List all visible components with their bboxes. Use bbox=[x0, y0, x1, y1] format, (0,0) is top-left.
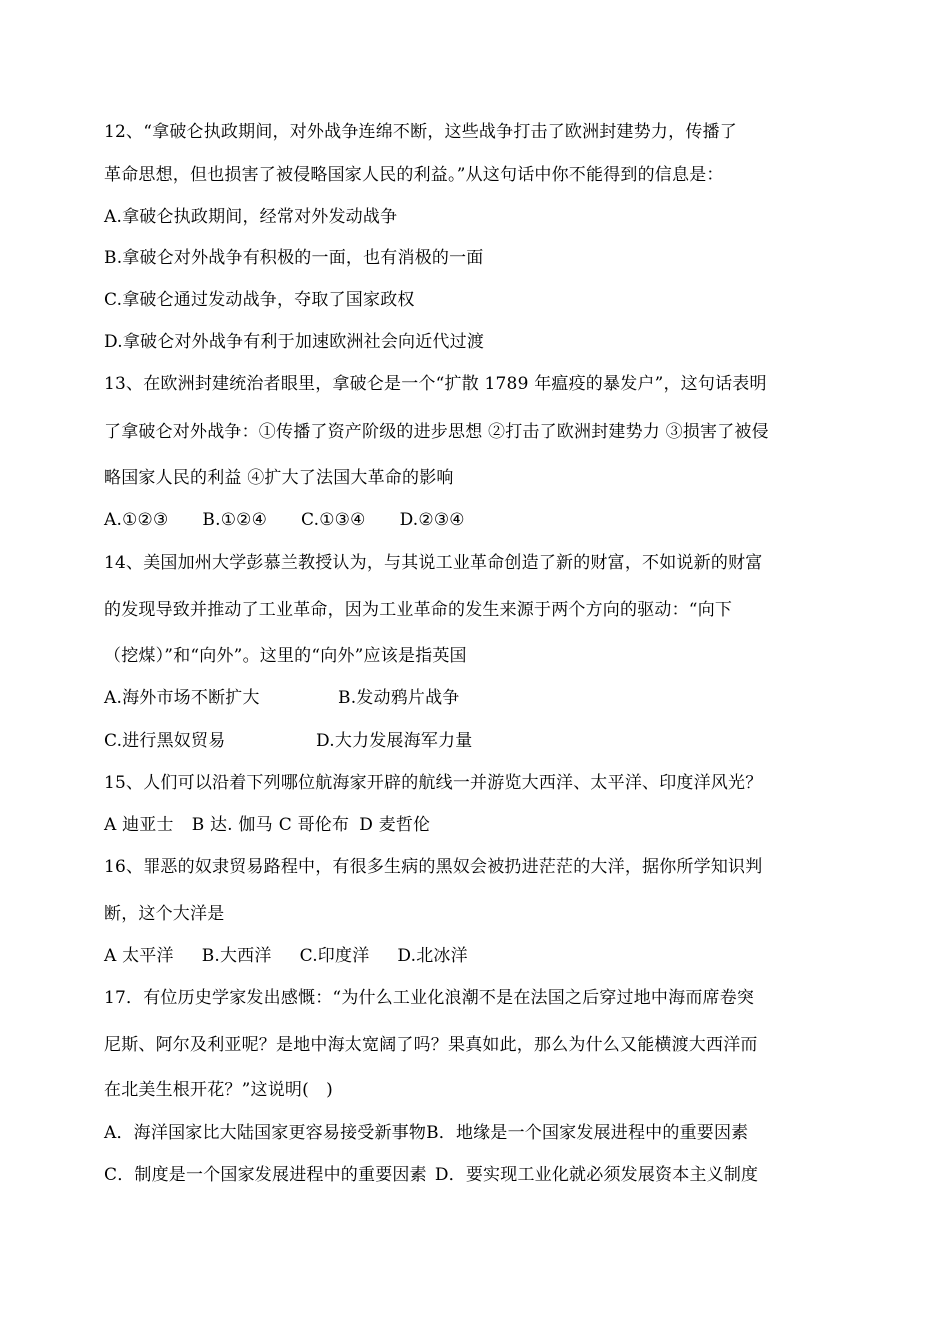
q14-stem-line-2: 的发现导致并推动了工业革命，因为工业革命的发生来源于两个方向的驱动：“向下 bbox=[104, 600, 733, 620]
q14-option-a: A.海外市场不断扩大 bbox=[104, 688, 260, 708]
q13-option-d: D.②③④ bbox=[399, 510, 465, 530]
q16-options bbox=[104, 944, 468, 968]
q14-options-row-2 bbox=[104, 729, 473, 753]
q15-stem-line-1: 15、人们可以沿着下列哪位航海家开辟的航线一并游览大西洋、太平洋、印度洋风光？ bbox=[104, 773, 763, 793]
q16-stem-line-2: 断，这个大洋是 bbox=[104, 904, 225, 924]
q15-options bbox=[104, 813, 430, 837]
q16-stem-line-1: 16、罪恶的奴隶贸易路程中，有很多生病的黑奴会被扔进茫茫的大洋，据你所学知识判 bbox=[104, 857, 763, 877]
q17-option-d: D．要实现工业化就必须发展资本主义制度 bbox=[434, 1165, 759, 1185]
q15-option-b: B 达. 伽马 bbox=[191, 815, 273, 835]
q14-stem-line-1: 14、美国加州大学彭慕兰教授认为，与其说工业革命创造了新的财富，不如说新的财富 bbox=[104, 553, 763, 573]
q15-option-d: D 麦哲伦 bbox=[359, 815, 431, 835]
q12-option-d: D.拿破仑对外战争有利于加速欧洲社会向近代过渡 bbox=[104, 332, 485, 352]
q16-option-c: C.印度洋 bbox=[299, 946, 370, 966]
q12-stem-line-1: 12、“拿破仑执政期间，对外战争连绵不断，这些战争打击了欧洲封建势力，传播了 bbox=[104, 122, 737, 142]
q17-stem-line-3: 在北美生根开花？”这说明( ) bbox=[104, 1080, 333, 1100]
q17-option-a: A．海洋国家比大陆国家更容易接受新事物 bbox=[104, 1123, 427, 1143]
q14-option-d: D.大力发展海军力量 bbox=[316, 731, 473, 751]
q15-option-c: C 哥伦布 bbox=[278, 815, 350, 835]
q14-options-row-1 bbox=[104, 686, 460, 710]
q13-stem-line-3: 略国家人民的利益 ④扩大了法国大革命的影响 bbox=[104, 468, 454, 488]
q13-options bbox=[104, 508, 465, 532]
q14-option-c: C.进行黑奴贸易 bbox=[104, 731, 226, 751]
q15-option-a: A 迪亚士 bbox=[104, 815, 174, 835]
q14-stem-line-3: （挖煤）”和“向外”。这里的“向外”应该是指英国 bbox=[104, 646, 467, 666]
q17-option-b: B．地缘是一个国家发展进程中的重要因素 bbox=[426, 1123, 749, 1143]
q13-option-c: C.①③④ bbox=[301, 510, 366, 530]
q17-options-row-2 bbox=[104, 1163, 758, 1187]
q13-stem-line-1: 13、在欧洲封建统治者眼里，拿破仑是一个“扩散 1789 年瘟疫的暴发户”，这句话表明 bbox=[104, 374, 767, 394]
q17-stem-line-1: 17．有位历史学家发出感慨：“为什么工业化浪潮不是在法国之后穿过地中海而席卷突 bbox=[104, 988, 755, 1008]
q13-option-a: A.①②③ bbox=[104, 510, 169, 530]
q16-option-a: A 太平洋 bbox=[104, 946, 174, 966]
q17-stem-line-2: 尼斯、阿尔及利亚呢？是地中海太宽阔了吗？果真如此，那么为什么又能横渡大西洋而 bbox=[104, 1035, 758, 1055]
q12-option-c: C.拿破仑通过发动战争，夺取了国家政权 bbox=[104, 290, 415, 310]
q13-stem-line-2: 了拿破仑对外战争：①传播了资产阶级的进步思想 ②打击了欧洲封建势力 ③损害了被侵 bbox=[104, 422, 769, 442]
q12-stem-line-2: 革命思想，但也损害了被侵略国家人民的利益。”从这句话中你不能得到的信息是： bbox=[104, 165, 724, 185]
q13-option-b: B.①②④ bbox=[202, 510, 268, 530]
q16-option-b: B.大西洋 bbox=[201, 946, 272, 966]
q17-options-row-1 bbox=[104, 1121, 748, 1145]
q12-option-a: A.拿破仑执政期间，经常对外发动战争 bbox=[104, 207, 398, 227]
q12-option-b: B.拿破仑对外战争有积极的一面，也有消极的一面 bbox=[104, 248, 484, 268]
q17-option-c: C．制度是一个国家发展进程中的重要因素 bbox=[104, 1165, 427, 1185]
q14-option-b: B.发动鸦片战争 bbox=[338, 688, 460, 708]
q16-option-d: D.北冰洋 bbox=[397, 946, 468, 966]
